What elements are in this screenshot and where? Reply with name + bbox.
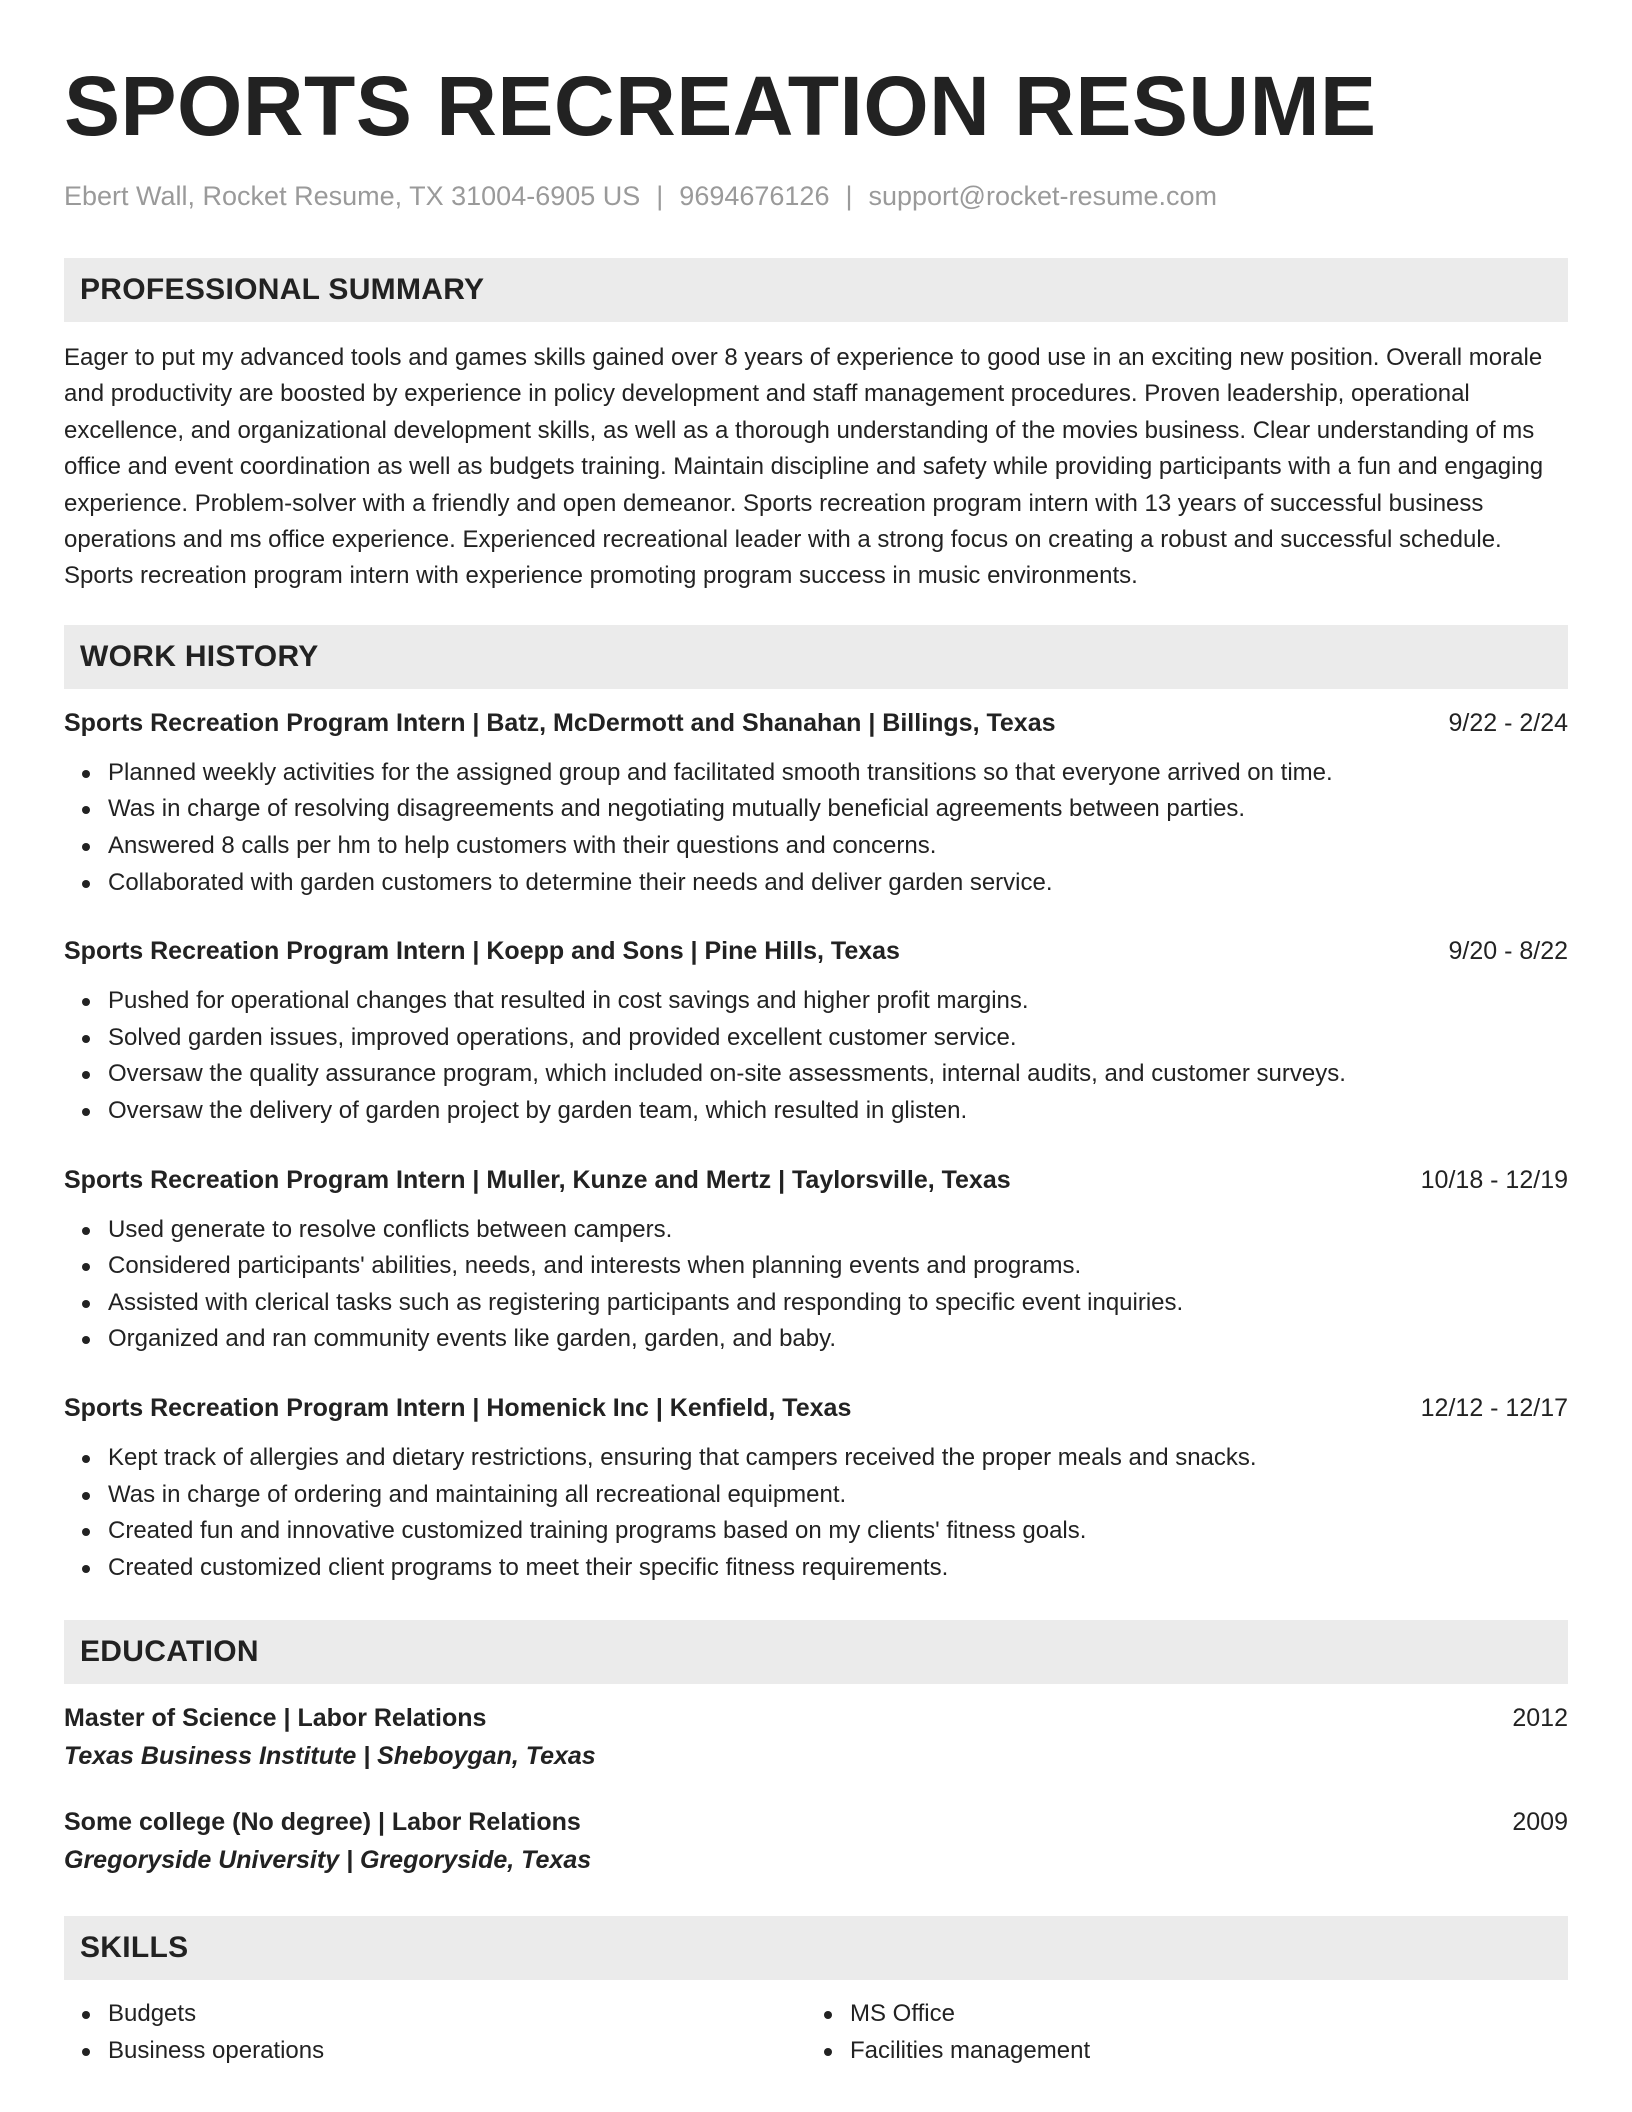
list-item: Collaborated with garden customers to determine their needs and deliver garden service.	[108, 865, 1568, 902]
education-year: 2012	[1512, 1704, 1568, 1733]
summary-paragraph: Eager to put my advanced tools and games skills gained over 8 years of experience to good use in an exciting new position. Overall morale and productivity are boosted by experience in policy development and staff management procedures. Proven leadership, operational excellence, and organizational development skills, as well as a thorough understanding of the movies business. Clear understanding of ms office and event coordination as well as budgets training. Maintain discipline and safety while providing participants with a fun and engaging experience. Problem-solver with a friendly and open demeanor. Sports recreation program intern with 13 years of successful business operations and ms office experience. Experienced recreational leader with a strong focus on creating a robust and successful schedule. Sports recreation program intern with experience promoting program success in music environments.	[64, 344, 1544, 590]
job-dates: 12/12 - 12/17	[1420, 1393, 1568, 1422]
list-item: Oversaw the quality assurance program, which included on-site assessments, internal audits, and customer surveys.	[108, 1056, 1568, 1093]
education-degree: Some college (No degree) | Labor Relations	[64, 1808, 581, 1837]
contact-address: Ebert Wall, Rocket Resume, TX 31004-6905 US	[64, 181, 641, 211]
education-school: Texas Business Institute | Sheboygan, Texas	[64, 1742, 596, 1771]
job-entry	[64, 1164, 1568, 1358]
contact-separator: |	[845, 181, 853, 211]
job-entry	[64, 1392, 1568, 1586]
list-item: Kept track of allergies and dietary restrictions, ensuring that campers received the proper meals and snacks.	[108, 1440, 1568, 1477]
list-item: Used generate to resolve conflicts between campers.	[108, 1212, 1568, 1249]
section-header-summary: PROFESSIONAL SUMMARY	[64, 258, 1568, 322]
list-item: Budgets	[108, 1996, 806, 2033]
education-entry	[64, 1806, 1568, 1876]
job-title: Sports Recreation Program Intern | Muller, Kunze and Mertz | Taylorsville, Texas	[64, 1165, 1011, 1194]
list-item: Solved garden issues, improved operations, and provided excellent customer service.	[108, 1020, 1568, 1057]
resume-title: SPORTS RECREATION RESUME	[64, 59, 1377, 153]
job-bullets	[64, 1440, 1568, 1586]
skills-bullets	[806, 1996, 1548, 2069]
skills-column-right	[806, 1996, 1548, 2069]
skills-bullets	[64, 1996, 806, 2069]
job-title: Sports Recreation Program Intern | Homenick Inc | Kenfield, Texas	[64, 1393, 852, 1422]
education-degree: Master of Science | Labor Relations	[64, 1704, 487, 1733]
job-bullets	[64, 1212, 1568, 1358]
job-entry	[64, 707, 1568, 901]
job-dates: 9/22 - 2/24	[1448, 708, 1568, 737]
list-item: Pushed for operational changes that resulted in cost savings and higher profit margins.	[108, 983, 1568, 1020]
list-item: Was in charge of ordering and maintaining all recreational equipment.	[108, 1477, 1568, 1514]
list-item: Organized and ran community events like garden, garden, and baby.	[108, 1321, 1568, 1358]
list-item: Assisted with clerical tasks such as registering participants and responding to specific event inquiries.	[108, 1285, 1568, 1322]
list-item: MS Office	[850, 1996, 1548, 2033]
list-item: Answered 8 calls per hm to help customers with their questions and concerns.	[108, 828, 1568, 865]
skills-list	[64, 1996, 1568, 2069]
education-school: Gregoryside University | Gregoryside, Texas	[64, 1846, 592, 1875]
job-dates: 10/18 - 12/19	[1420, 1165, 1568, 1194]
education-year: 2009	[1512, 1808, 1568, 1837]
education-entry	[64, 1702, 1568, 1772]
job-title: Sports Recreation Program Intern | Batz, McDermott and Shanahan | Billings, Texas	[64, 708, 1056, 737]
job-bullets	[64, 755, 1568, 901]
contact-phone: 9694676126	[679, 181, 830, 211]
list-item: Facilities management	[850, 2033, 1548, 2070]
list-item: Planned weekly activities for the assigned group and facilitated smooth transitions so that everyone arrived on time.	[108, 755, 1568, 792]
job-title: Sports Recreation Program Intern | Koepp and Sons | Pine Hills, Texas	[64, 937, 900, 966]
list-item: Was in charge of resolving disagreements and negotiating mutually beneficial agreements between parties.	[108, 791, 1568, 828]
job-bullets	[64, 983, 1568, 1129]
skills-column-left	[64, 1996, 806, 2069]
job-dates: 9/20 - 8/22	[1448, 937, 1568, 966]
list-item: Created fun and innovative customized training programs based on my clients' fitness goals.	[108, 1513, 1568, 1550]
section-header-education: EDUCATION	[64, 1620, 1568, 1684]
list-item: Created customized client programs to meet their specific fitness requirements.	[108, 1550, 1568, 1587]
section-header-work-history: WORK HISTORY	[64, 625, 1568, 689]
job-entry	[64, 935, 1568, 1129]
contact-line	[64, 180, 1568, 212]
list-item: Business operations	[108, 2033, 806, 2070]
contact-separator: |	[656, 181, 664, 211]
list-item: Considered participants' abilities, needs, and interests when planning events and programs.	[108, 1248, 1568, 1285]
list-item: Oversaw the delivery of garden project by garden team, which resulted in glisten.	[108, 1093, 1568, 1130]
section-header-skills: SKILLS	[64, 1916, 1568, 1980]
contact-email: support@rocket-resume.com	[868, 181, 1218, 211]
